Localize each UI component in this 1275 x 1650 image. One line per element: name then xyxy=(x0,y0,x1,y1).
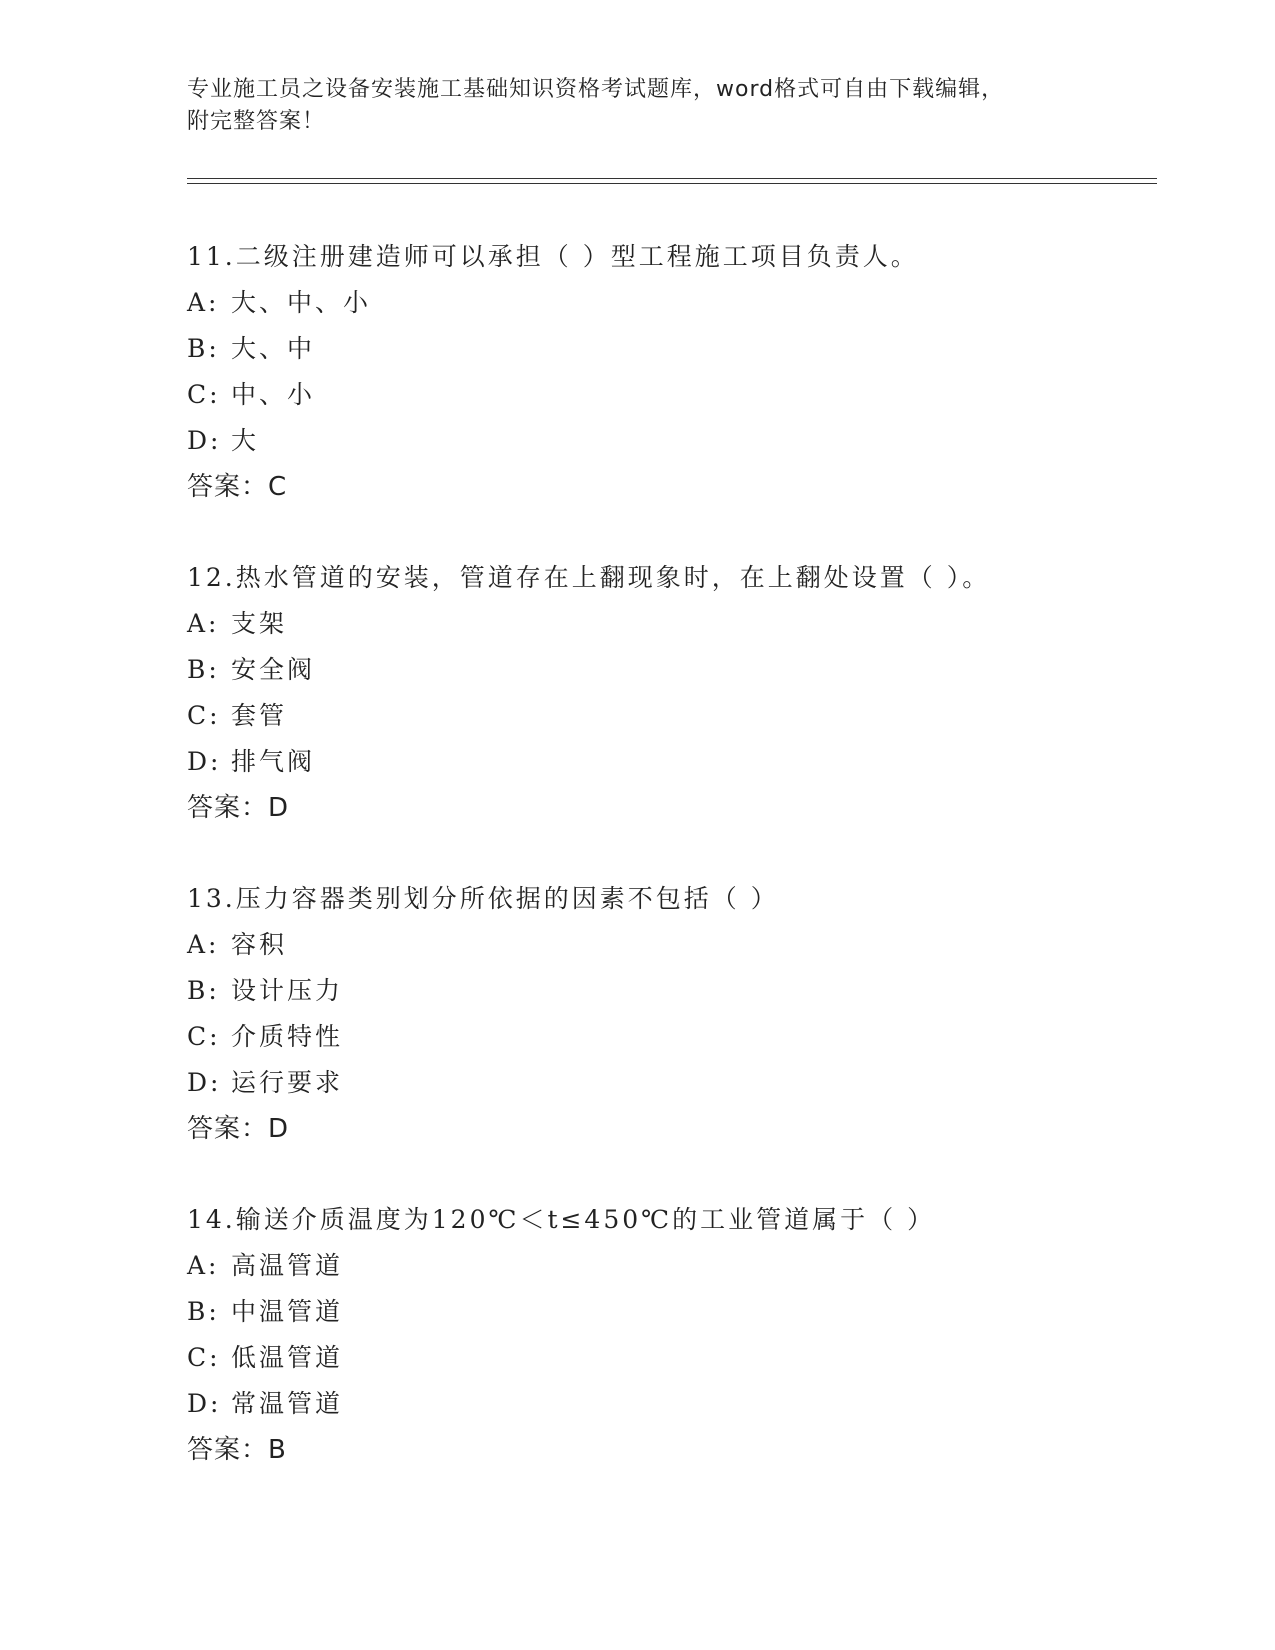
option-text: 支架 xyxy=(231,609,288,638)
option-d xyxy=(187,739,1147,785)
option-key: B: xyxy=(187,1297,220,1326)
option-text: 大 xyxy=(231,426,260,455)
option-b xyxy=(187,326,1147,372)
answer-line: 答案：D xyxy=(187,1114,290,1144)
option-key: A: xyxy=(187,1251,220,1280)
option-c xyxy=(187,372,1147,418)
option-key: D: xyxy=(187,1068,222,1097)
option-text: 容积 xyxy=(231,930,288,959)
option-text: 运行要求 xyxy=(231,1068,344,1097)
option-text: 套管 xyxy=(231,701,288,730)
option-b xyxy=(187,647,1147,693)
option-d xyxy=(187,1381,1147,1427)
header-rule-bottom xyxy=(187,183,1157,184)
option-key: C: xyxy=(187,1343,221,1372)
question-stem: 13.压力容器类别划分所依据的因素不包括（ ） xyxy=(187,884,779,913)
option-text: 设计压力 xyxy=(231,976,344,1005)
option-key: A: xyxy=(187,288,220,317)
question-stem: 14.输送介质温度为120℃＜t≤450℃的工业管道属于（ ） xyxy=(187,1205,936,1234)
option-key: B: xyxy=(187,334,220,363)
option-key: D: xyxy=(187,1389,222,1418)
option-c xyxy=(187,1014,1147,1060)
option-key: D: xyxy=(187,747,222,776)
option-text: 安全阀 xyxy=(231,655,316,684)
option-text: 中、小 xyxy=(231,380,316,409)
option-text: 介质特性 xyxy=(231,1022,344,1051)
option-a xyxy=(187,922,1147,968)
option-d xyxy=(187,1060,1147,1106)
question-11 xyxy=(187,234,1147,510)
answer-line: 答案：B xyxy=(187,1435,287,1465)
option-b xyxy=(187,968,1147,1014)
option-key: B: xyxy=(187,976,220,1005)
option-key: A: xyxy=(187,609,220,638)
option-text: 中温管道 xyxy=(231,1297,344,1326)
option-text: 大、中、小 xyxy=(231,288,372,317)
option-text: 常温管道 xyxy=(231,1389,344,1418)
option-key: C: xyxy=(187,701,221,730)
option-key: A: xyxy=(187,930,220,959)
header-rule-top xyxy=(187,178,1157,179)
option-d xyxy=(187,418,1147,464)
header-line-1: 专业施工员之设备安装施工基础知识资格考试题库，word格式可自由下载编辑， xyxy=(187,77,1005,102)
option-a xyxy=(187,1243,1147,1289)
option-c xyxy=(187,1335,1147,1381)
option-text: 排气阀 xyxy=(231,747,316,776)
document-header xyxy=(187,74,1067,138)
option-c xyxy=(187,693,1147,739)
question-stem: 11.二级注册建造师可以承担（ ）型工程施工项目负责人。 xyxy=(187,242,919,271)
answer-line: 答案：C xyxy=(187,472,288,502)
option-a xyxy=(187,601,1147,647)
answer-line: 答案：D xyxy=(187,793,290,823)
option-a xyxy=(187,280,1147,326)
option-text: 低温管道 xyxy=(231,1343,344,1372)
option-key: B: xyxy=(187,655,220,684)
option-text: 高温管道 xyxy=(231,1251,344,1280)
header-line-2: 附完整答案！ xyxy=(187,109,326,134)
option-key: C: xyxy=(187,380,221,409)
question-stem: 12.热水管道的安装，管道存在上翻现象时，在上翻处设置（ ）。 xyxy=(187,563,991,592)
option-key: C: xyxy=(187,1022,221,1051)
question-12 xyxy=(187,555,1147,831)
option-text: 大、中 xyxy=(231,334,316,363)
option-key: D: xyxy=(187,426,222,455)
question-13 xyxy=(187,876,1147,1152)
question-14 xyxy=(187,1197,1147,1473)
option-b xyxy=(187,1289,1147,1335)
